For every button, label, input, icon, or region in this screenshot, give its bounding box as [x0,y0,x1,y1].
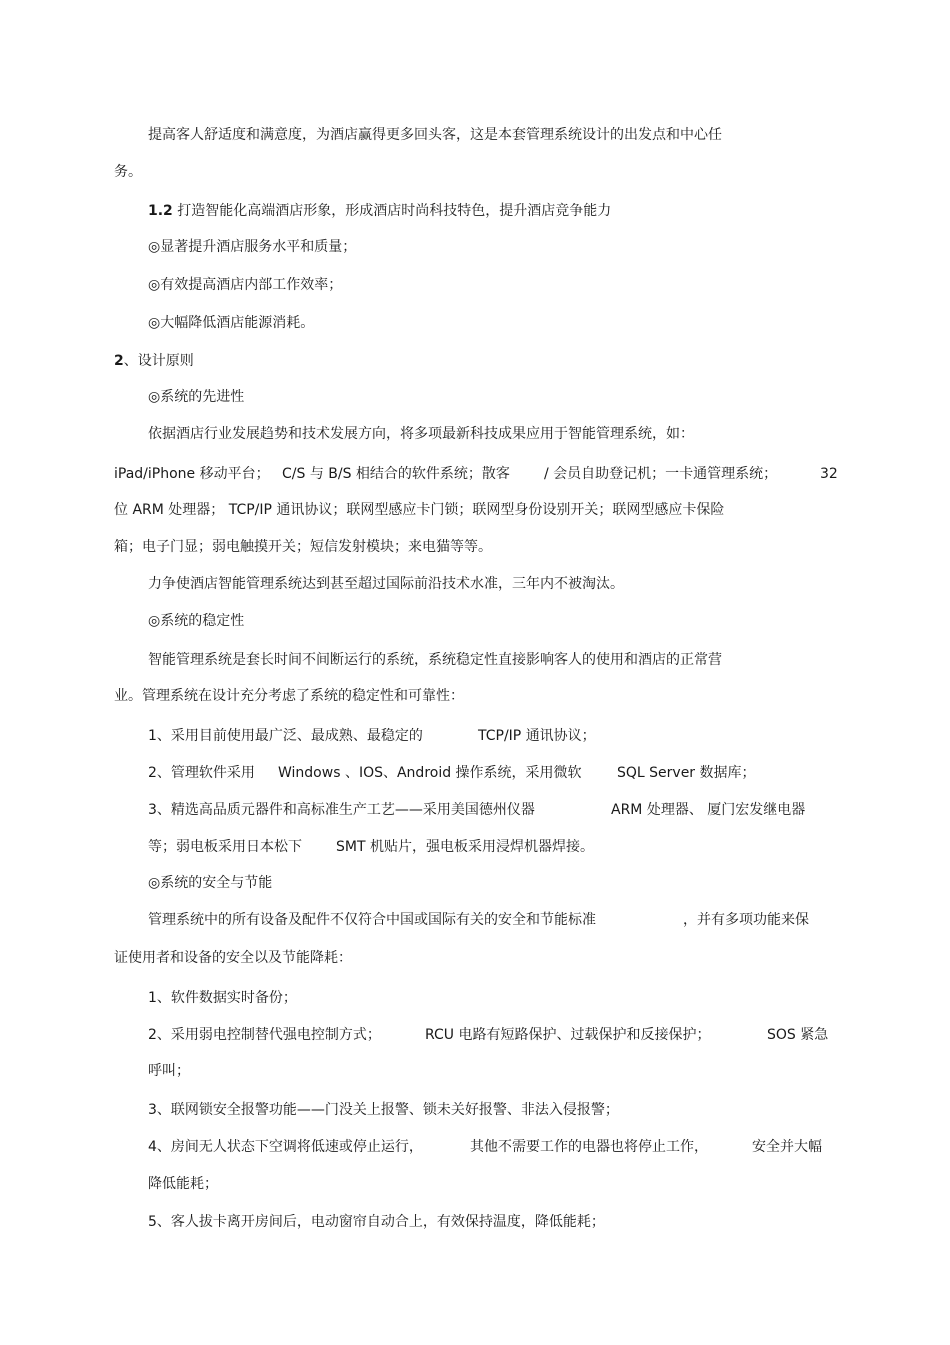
subsection-heading: ◎系统的稳定性 [148,613,245,629]
list-item: 4、房间无人状态下空调将低速或停止运行， [148,1139,423,1155]
subsection-heading: ◎系统的先进性 [148,389,245,405]
heading-text: 、设计原则 [123,353,194,369]
paragraph-line: 32 [820,466,838,482]
paragraph-line: 务。 [114,164,142,180]
paragraph-line: 箱；电子门显；弱电触摸开关；短信发射模块；来电猫等等。 [114,539,492,555]
subsection-heading: ◎系统的安全与节能 [148,875,273,891]
paragraph-line: / 会员自助登记机；一卡通管理系统； [544,466,778,482]
bullet-item: ◎大幅降低酒店能源消耗。 [148,315,315,331]
section-heading-1-2 [148,202,611,220]
paragraph-line: 智能管理系统是套长时间不间断运行的系统，系统稳定性直接影响客人的使用和酒店的正常营 [148,652,722,668]
paragraph-line: iPad/iPhone 移动平台； [114,466,270,482]
list-item: SOS 紧急 [767,1027,829,1043]
list-item: 等；弱电板采用日本松下 [148,839,302,855]
list-item: SMT 机贴片，强电板采用浸焊机器焊接。 [336,839,594,855]
list-item: 3、精选高品质元器件和高标准生产工艺——采用美国德州仪器 [148,802,535,818]
paragraph-line: 提高客人舒适度和满意度，为酒店赢得更多回头客，这是本套管理系统设计的出发点和中心任 [148,127,722,143]
paragraph-line: C/S 与 B/S 相结合的软件系统；散客 [282,466,510,482]
list-item: 其他不需要工作的电器也将停止工作， [470,1139,708,1155]
list-item: 2、管理软件采用 [148,765,255,781]
list-item: ARM 处理器、 厦门宏发继电器 [611,802,806,818]
heading-text: 打造智能化高端酒店形象，形成酒店时尚科技特色，提升酒店竞争能力 [172,203,612,219]
list-item: 5、客人拔卡离开房间后，电动窗帘自动合上，有效保持温度，降低能耗； [148,1214,605,1230]
paragraph-line: 位 ARM 处理器； TCP/IP 通讯协议；联网型感应卡门锁；联网型身份设别开关；联网型感应卡保险 [114,502,725,518]
list-item: 2、采用弱电控制替代强电控制方式； [148,1027,381,1043]
list-item: Windows 、IOS、Android 操作系统，采用微软 [278,765,582,781]
paragraph-line: 管理系统中的所有设备及配件不仅符合中国或国际有关的安全和节能标准 [148,912,596,928]
paragraph-line: 证使用者和设备的安全以及节能降耗： [114,950,352,966]
paragraph-line: 依据酒店行业发展趋势和技术发展方向，将多项最新科技成果应用于智能管理系统，如： [148,426,694,442]
section-heading-2 [114,352,194,370]
list-item: 呼叫； [148,1063,190,1079]
list-item: TCP/IP 通讯协议； [478,728,596,744]
heading-number: 2 [114,353,124,369]
list-item: 3、联网锁安全报警功能——门没关上报警、锁未关好报警、非法入侵报警； [148,1102,619,1118]
list-item: RCU 电路有短路保护、过载保护和反接保护； [425,1027,711,1043]
list-item: 1、软件数据实时备份； [148,990,297,1006]
paragraph-line: ，并有多项功能来保 [683,912,809,928]
list-item: 1、采用目前使用最广泛、最成熟、最稳定的 [148,728,423,744]
bullet-item: ◎显著提升酒店服务水平和质量； [148,239,357,255]
list-item: SQL Server 数据库； [617,765,756,781]
list-item: 降低能耗； [148,1176,218,1192]
paragraph-line: 业。管理系统在设计充分考虑了系统的稳定性和可靠性： [114,688,464,704]
list-item: 安全并大幅 [752,1139,822,1155]
bullet-item: ◎有效提高酒店内部工作效率； [148,277,343,293]
paragraph-line: 力争使酒店智能管理系统达到甚至超过国际前沿技术水准，三年内不被淘汰。 [148,576,624,592]
heading-number: 1.2 [148,203,173,219]
